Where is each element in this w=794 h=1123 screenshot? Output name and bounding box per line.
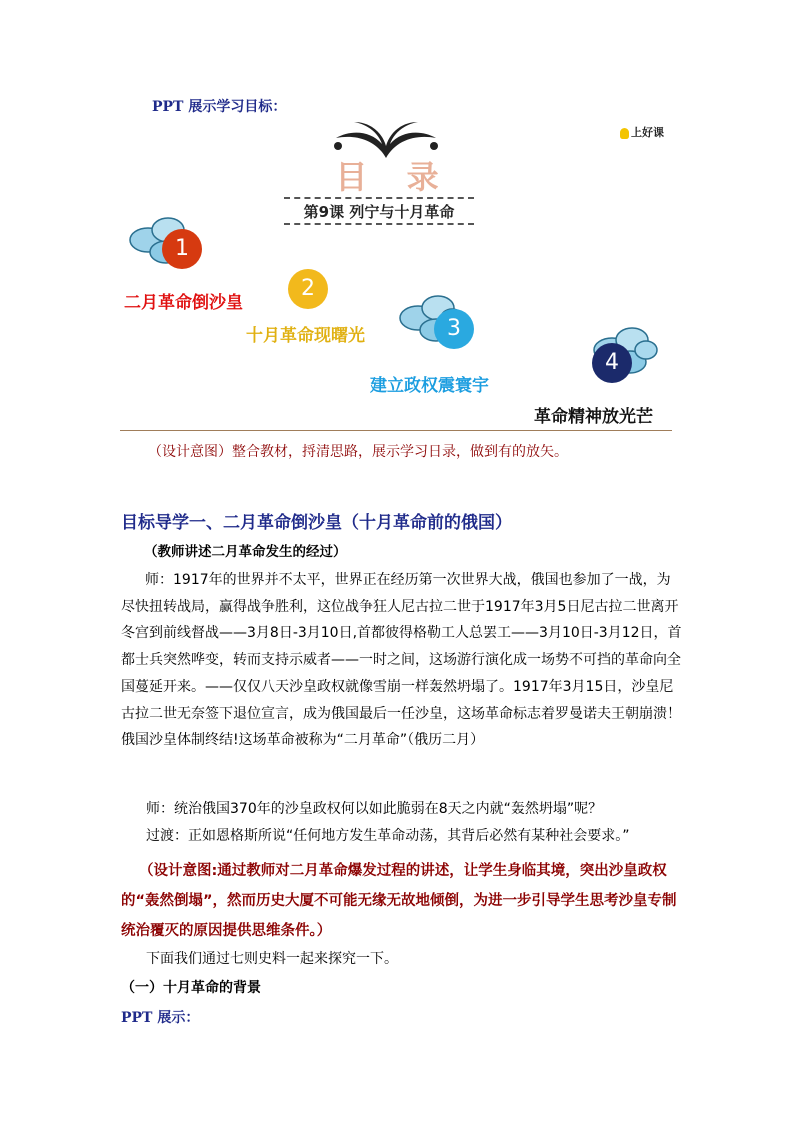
toc-title: 目 录 [335,158,453,196]
lesson-title: 第9课 列宁与十月革命 [284,197,474,225]
ppt-label: PPT 展示学习目标： [152,99,287,115]
section-heading: 目标导学一、二月革命倒沙皇（十月革命前的俄国） [121,513,512,533]
bulb-icon [620,128,629,139]
subheading-background: （一）十月革命的背景 [121,980,261,996]
design-intent-1: （设计意图）整合教材，捋清思路，展示学习日录，做到有的放矢。 [148,444,568,460]
slide-bottom-rule [120,430,672,431]
logo [620,124,664,140]
toc-item-label: 二月革命倒沙皇 [124,293,243,313]
toc-item-label: 十月革命现曙光 [246,326,365,346]
toc-item-label: 建立政权震寰宇 [370,376,489,396]
teacher-note: （教师讲述二月革命发生的经过） [144,544,347,560]
item-number-circle: 1 [162,229,202,269]
item-number-circle: 4 [592,343,632,383]
design-intent-2: （设计意图:通过教师对二月革命爆发过程的讲述，让学生身临其境，突出沙皇政权的“轰然倒塌”，然而历史大厦不可能无缘无故地倾倒，为进一步引导学生思考沙皇专制统治覆灭的原因提供思维条件。） [121,863,677,939]
ppt-label-2: PPT 展示： [121,1010,200,1026]
toc-item-label: 革命精神放光芒 [534,407,653,427]
paragraph-intro: 下面我们通过七则史料一起来探究一下。 [146,951,398,967]
paragraph-transition: 过渡：正如恩格斯所说“任何地方发生革命动荡，其背后必然有某种社会要求。” [146,828,630,844]
logo-text: 上好课 [631,126,664,139]
paragraph-narrative: 师：1917年的世界并不太平，世界正在经历第一次世界大战，俄国也参加了一战，为尽快扭转战局，赢得战争胜利，这位战争狂人尼古拉二世于1917年3月5日尼古拉二世离开冬宫到前线督战——3月8日-3月10日,首都彼得格勒工人总罢工——3月10日-3月12日，首都士兵突然哗变，转而支持示威者——一时之间，这场游行演化成一场势不可挡的革命向全国蔓延开来。——仅仅八天沙皇政权就像雪崩一样轰然坍塌了。1917年3月15日，沙皇尼古拉二世无奈签下退位宣言，成为俄国最后一任沙皇，这场革命标志着罗曼诺夫王朝崩溃！俄国沙皇体制终结!这场革命被称为“二月革命”（俄历二月） [121,572,682,749]
paragraph-question: 师：统治俄国370年的沙皇政权何以如此脆弱在8天之内就“轰然坍塌”呢？ [146,801,603,817]
ppt-slide-toc [120,118,672,431]
item-number-circle: 3 [434,309,474,349]
item-number-circle: 2 [288,269,328,309]
